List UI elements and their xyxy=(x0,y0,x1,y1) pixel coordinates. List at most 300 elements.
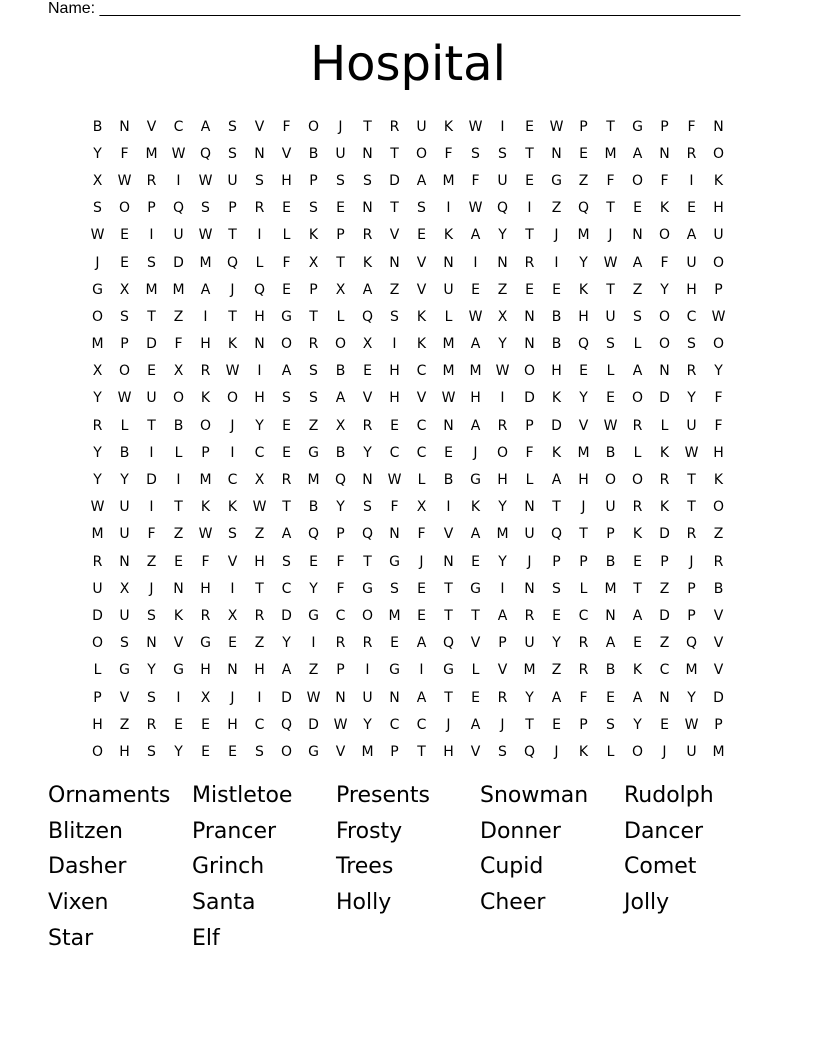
grid-letter: E xyxy=(363,363,372,380)
grid-letter: E xyxy=(552,281,561,298)
grid-letter: J xyxy=(230,281,235,298)
grid-letter: C xyxy=(686,308,697,325)
grid-letter: J xyxy=(554,743,559,760)
grid-letter: P xyxy=(336,662,345,679)
grid-letter: W xyxy=(198,526,213,543)
word-search-grid xyxy=(84,113,732,766)
grid-letter: I xyxy=(419,662,424,679)
grid-letter: N xyxy=(659,689,670,706)
grid-letter: Z xyxy=(389,281,400,298)
grid-letter: U xyxy=(524,526,535,543)
grid-letter: R xyxy=(578,662,589,679)
grid-letter: S xyxy=(147,743,156,760)
grid-letter: N xyxy=(443,417,454,434)
grid-letter: M xyxy=(442,172,455,189)
grid-letter: T xyxy=(687,499,696,516)
grid-letter: I xyxy=(500,390,505,407)
grid-letter: V xyxy=(389,227,400,244)
grid-letter: D xyxy=(281,607,292,624)
grid-letter: F xyxy=(471,172,480,189)
grid-letter: M xyxy=(145,145,158,162)
grid-letter: E xyxy=(633,553,642,570)
grid-letter: S xyxy=(309,200,318,217)
grid-letter: E xyxy=(525,118,534,135)
grid-letter: S xyxy=(498,145,507,162)
grid-letter: S xyxy=(282,553,291,570)
grid-letter: I xyxy=(149,227,154,244)
grid-letter: H xyxy=(713,444,724,461)
grid-letter: C xyxy=(416,716,427,733)
grid-letter: Y xyxy=(147,662,156,679)
grid-letter: X xyxy=(335,417,346,434)
grid-letter: L xyxy=(93,662,102,679)
grid-letter: Y xyxy=(498,336,507,353)
grid-letter: O xyxy=(712,254,725,271)
grid-letter: I xyxy=(176,472,181,489)
grid-letter: E xyxy=(174,553,183,570)
grid-letter: O xyxy=(604,472,617,489)
grid-letter: D xyxy=(308,716,319,733)
grid-letter: Q xyxy=(523,743,536,760)
grid-letter: Z xyxy=(254,526,265,543)
grid-letter: U xyxy=(686,417,697,434)
grid-letter: S xyxy=(93,200,102,217)
grid-letter: I xyxy=(554,254,559,271)
grid-letter: Y xyxy=(660,281,669,298)
grid-letter: I xyxy=(446,200,451,217)
grid-letter: K xyxy=(578,743,589,760)
grid-letter: L xyxy=(633,336,642,353)
grid-letter: F xyxy=(687,118,696,135)
word-bank-item: Vixen xyxy=(48,890,109,916)
grid-letter: A xyxy=(686,227,697,244)
grid-letter: D xyxy=(524,390,535,407)
grid-letter: T xyxy=(363,553,372,570)
grid-letter: L xyxy=(255,254,264,271)
grid-letter: F xyxy=(282,254,291,271)
grid-letter: T xyxy=(336,254,345,271)
grid-letter: R xyxy=(335,635,346,652)
grid-letter: N xyxy=(497,254,508,271)
grid-letter: Z xyxy=(173,308,184,325)
grid-letter: Q xyxy=(334,472,347,489)
grid-letter: T xyxy=(579,526,588,543)
grid-letter: N xyxy=(173,580,184,597)
grid-letter: I xyxy=(365,662,370,679)
grid-letter: X xyxy=(308,254,319,271)
grid-letter: M xyxy=(199,472,212,489)
grid-letter: G xyxy=(281,308,292,325)
grid-letter: Q xyxy=(172,200,185,217)
grid-letter: N xyxy=(605,607,616,624)
grid-letter: J xyxy=(230,689,235,706)
grid-letter: N xyxy=(524,336,535,353)
grid-letter: S xyxy=(120,308,129,325)
grid-letter: N xyxy=(389,526,400,543)
grid-letter: G xyxy=(389,662,400,679)
grid-letter: A xyxy=(281,662,292,679)
grid-letter: K xyxy=(659,200,670,217)
grid-letter: Y xyxy=(120,472,129,489)
grid-letter: E xyxy=(282,200,291,217)
grid-letter: A xyxy=(470,526,481,543)
grid-letter: M xyxy=(712,743,725,760)
grid-letter: S xyxy=(552,580,561,597)
grid-letter: X xyxy=(119,281,130,298)
grid-letter: I xyxy=(176,172,181,189)
grid-letter: A xyxy=(470,227,481,244)
grid-letter: U xyxy=(227,172,238,189)
grid-letter: O xyxy=(658,227,671,244)
grid-letter: G xyxy=(92,281,103,298)
grid-letter: R xyxy=(281,472,292,489)
grid-letter: C xyxy=(416,444,427,461)
grid-letter: B xyxy=(308,499,319,516)
grid-letter: Q xyxy=(442,635,455,652)
grid-letter: A xyxy=(281,526,292,543)
grid-letter: R xyxy=(254,200,265,217)
grid-letter: Z xyxy=(173,526,184,543)
grid-letter: E xyxy=(606,689,615,706)
grid-letter: Y xyxy=(687,390,696,407)
grid-letter: L xyxy=(579,580,588,597)
grid-letter: P xyxy=(714,281,723,298)
grid-letter: W xyxy=(117,172,132,189)
grid-letter: K xyxy=(713,472,724,489)
grid-letter: G xyxy=(632,118,643,135)
grid-letter: Y xyxy=(309,580,318,597)
grid-letter: K xyxy=(632,662,643,679)
grid-letter: F xyxy=(282,118,291,135)
grid-letter: A xyxy=(416,635,427,652)
grid-letter: T xyxy=(147,308,156,325)
grid-letter: A xyxy=(362,281,373,298)
grid-letter: I xyxy=(500,580,505,597)
grid-letter: R xyxy=(362,227,373,244)
grid-letter: H xyxy=(254,662,265,679)
grid-letter: T xyxy=(147,417,156,434)
word-bank-item: Star xyxy=(48,925,94,951)
grid-letter: W xyxy=(603,254,618,271)
grid-letter: B xyxy=(119,444,130,461)
grid-letter: S xyxy=(282,390,291,407)
grid-letter: E xyxy=(201,716,210,733)
grid-letter: Q xyxy=(199,145,212,162)
grid-letter: U xyxy=(605,308,616,325)
grid-letter: U xyxy=(686,254,697,271)
grid-letter: S xyxy=(390,308,399,325)
grid-letter: R xyxy=(389,118,400,135)
grid-letter: E xyxy=(471,553,480,570)
grid-letter: Y xyxy=(93,145,102,162)
grid-letter: B xyxy=(713,580,724,597)
grid-letter: U xyxy=(605,499,616,516)
grid-letter: R xyxy=(362,635,373,652)
grid-letter: P xyxy=(336,227,345,244)
grid-letter: E xyxy=(201,743,210,760)
grid-letter: D xyxy=(281,689,292,706)
grid-letter: E xyxy=(417,607,426,624)
grid-letter: N xyxy=(362,472,373,489)
grid-letter: T xyxy=(228,227,237,244)
grid-letter: A xyxy=(605,635,616,652)
grid-letter: J xyxy=(338,118,343,135)
grid-letter: U xyxy=(686,743,697,760)
grid-letter: W xyxy=(252,499,267,516)
grid-letter: S xyxy=(606,716,615,733)
grid-letter: T xyxy=(444,607,453,624)
grid-letter: K xyxy=(578,281,589,298)
word-bank-item: Santa xyxy=(192,890,256,916)
grid-letter: Z xyxy=(713,526,724,543)
grid-letter: K xyxy=(416,308,427,325)
grid-letter: T xyxy=(228,308,237,325)
grid-letter: S xyxy=(498,743,507,760)
grid-letter: A xyxy=(281,363,292,380)
word-bank-item: Elf xyxy=(192,925,220,951)
grid-letter: S xyxy=(120,635,129,652)
grid-letter: R xyxy=(686,363,697,380)
grid-letter: P xyxy=(579,118,588,135)
grid-letter: A xyxy=(335,390,346,407)
grid-letter: S xyxy=(633,308,642,325)
grid-letter: P xyxy=(552,553,561,570)
grid-letter: F xyxy=(444,145,453,162)
grid-letter: V xyxy=(416,390,427,407)
grid-letter: Q xyxy=(577,200,590,217)
grid-letter: M xyxy=(442,363,455,380)
grid-letter: Y xyxy=(552,635,561,652)
word-bank-item: Presents xyxy=(336,783,431,809)
grid-letter: P xyxy=(687,607,696,624)
grid-letter: W xyxy=(90,227,105,244)
grid-letter: U xyxy=(443,281,454,298)
grid-letter: S xyxy=(471,145,480,162)
grid-letter: T xyxy=(687,472,696,489)
grid-letter: O xyxy=(712,145,725,162)
grid-letter: P xyxy=(660,118,669,135)
grid-letter: U xyxy=(119,499,130,516)
grid-letter: S xyxy=(309,390,318,407)
grid-letter: F xyxy=(390,499,399,516)
word-bank-item: Cheer xyxy=(480,890,546,916)
grid-letter: P xyxy=(93,689,102,706)
grid-letter: W xyxy=(684,444,699,461)
grid-letter: T xyxy=(471,607,480,624)
grid-letter: M xyxy=(91,526,104,543)
grid-letter: U xyxy=(92,580,103,597)
grid-letter: A xyxy=(632,254,643,271)
grid-letter: P xyxy=(147,200,156,217)
grid-letter: O xyxy=(280,743,293,760)
grid-letter: Y xyxy=(93,472,102,489)
grid-letter: B xyxy=(335,363,346,380)
grid-letter: N xyxy=(227,662,238,679)
grid-letter: O xyxy=(712,336,725,353)
grid-letter: H xyxy=(443,743,454,760)
grid-letter: O xyxy=(712,499,725,516)
grid-letter: E xyxy=(174,716,183,733)
grid-letter: Y xyxy=(93,390,102,407)
grid-letter: R xyxy=(146,172,157,189)
grid-letter: P xyxy=(714,716,723,733)
grid-letter: E xyxy=(282,417,291,434)
grid-letter: G xyxy=(308,607,319,624)
grid-letter: D xyxy=(173,254,184,271)
grid-letter: V xyxy=(416,281,427,298)
grid-letter: J xyxy=(230,417,235,434)
grid-letter: W xyxy=(711,308,726,325)
grid-letter: I xyxy=(149,499,154,516)
grid-letter: T xyxy=(552,499,561,516)
grid-letter: Q xyxy=(253,281,266,298)
grid-letter: S xyxy=(336,172,345,189)
grid-letter: O xyxy=(361,607,374,624)
word-bank-item: Mistletoe xyxy=(192,783,293,809)
grid-letter: L xyxy=(660,417,669,434)
grid-letter: O xyxy=(631,743,644,760)
grid-letter: T xyxy=(390,200,399,217)
grid-letter: C xyxy=(254,444,265,461)
grid-letter: E xyxy=(552,716,561,733)
grid-letter: I xyxy=(500,118,505,135)
grid-letter: V xyxy=(254,118,265,135)
grid-letter: Y xyxy=(255,417,264,434)
grid-letter: K xyxy=(551,444,562,461)
grid-letter: N xyxy=(119,553,130,570)
grid-letter: Z xyxy=(659,635,670,652)
grid-letter: M xyxy=(523,662,536,679)
word-bank-item: Comet xyxy=(624,854,697,880)
grid-letter: X xyxy=(173,363,184,380)
grid-letter: C xyxy=(389,444,400,461)
grid-letter: R xyxy=(92,553,103,570)
grid-letter: D xyxy=(146,336,157,353)
grid-letter: V xyxy=(470,743,481,760)
grid-letter: S xyxy=(363,499,372,516)
grid-letter: O xyxy=(658,308,671,325)
word-bank-item: Grinch xyxy=(192,854,265,880)
grid-letter: J xyxy=(581,499,586,516)
word-bank-item: Frosty xyxy=(336,818,403,844)
grid-letter: X xyxy=(416,499,427,516)
grid-letter: T xyxy=(606,118,615,135)
grid-letter: R xyxy=(632,417,643,434)
grid-letter: H xyxy=(713,200,724,217)
grid-letter: V xyxy=(416,254,427,271)
grid-letter: P xyxy=(579,553,588,570)
grid-letter: E xyxy=(606,390,615,407)
grid-letter: S xyxy=(417,200,426,217)
grid-letter: S xyxy=(147,254,156,271)
grid-letter: F xyxy=(201,553,210,570)
grid-letter: W xyxy=(495,363,510,380)
grid-letter: I xyxy=(689,172,694,189)
grid-letter: E xyxy=(120,254,129,271)
grid-letter: X xyxy=(254,472,265,489)
grid-letter: A xyxy=(470,336,481,353)
grid-letter: O xyxy=(226,390,239,407)
grid-letter: K xyxy=(632,526,643,543)
grid-letter: G xyxy=(551,172,562,189)
grid-letter: B xyxy=(335,444,346,461)
grid-letter: R xyxy=(578,635,589,652)
grid-letter: H xyxy=(254,390,265,407)
grid-letter: I xyxy=(230,444,235,461)
grid-letter: C xyxy=(416,417,427,434)
grid-letter: E xyxy=(525,172,534,189)
grid-letter: N xyxy=(524,499,535,516)
name-field-label: Name: ________________________________________________________________________ xyxy=(48,0,741,17)
grid-letter: F xyxy=(120,145,129,162)
grid-letter: H xyxy=(551,363,562,380)
grid-letter: O xyxy=(172,390,185,407)
grid-letter: C xyxy=(254,716,265,733)
grid-letter: W xyxy=(306,689,321,706)
grid-letter: I xyxy=(203,308,208,325)
grid-letter: D xyxy=(713,689,724,706)
grid-letter: G xyxy=(119,662,130,679)
grid-letter: T xyxy=(282,499,291,516)
grid-letter: E xyxy=(282,444,291,461)
grid-letter: M xyxy=(685,662,698,679)
word-bank-item: Blitzen xyxy=(48,818,123,844)
grid-letter: B xyxy=(551,308,562,325)
grid-letter: C xyxy=(416,363,427,380)
grid-letter: J xyxy=(527,553,532,570)
grid-letter: E xyxy=(417,227,426,244)
grid-letter: R xyxy=(200,363,211,380)
grid-letter: E xyxy=(687,200,696,217)
grid-letter: N xyxy=(524,308,535,325)
grid-letter: W xyxy=(441,390,456,407)
grid-letter: V xyxy=(281,145,292,162)
grid-letter: N xyxy=(119,118,130,135)
grid-letter: V xyxy=(497,662,508,679)
grid-letter: P xyxy=(336,526,345,543)
grid-letter: K xyxy=(200,499,211,516)
grid-letter: G xyxy=(200,635,211,652)
word-bank-item: Trees xyxy=(336,854,394,880)
grid-letter: K xyxy=(470,499,481,516)
grid-letter: Q xyxy=(307,526,320,543)
grid-letter: N xyxy=(362,145,373,162)
grid-letter: T xyxy=(444,580,453,597)
grid-letter: E xyxy=(228,635,237,652)
grid-letter: M xyxy=(469,363,482,380)
grid-letter: E xyxy=(120,227,129,244)
grid-letter: K xyxy=(173,607,184,624)
grid-letter: R xyxy=(713,553,724,570)
grid-letter: O xyxy=(631,172,644,189)
word-bank-item: Dancer xyxy=(624,818,704,844)
grid-letter: L xyxy=(606,363,615,380)
grid-letter: O xyxy=(118,200,131,217)
grid-letter: E xyxy=(552,607,561,624)
grid-letter: L xyxy=(525,472,534,489)
grid-letter: R xyxy=(92,417,103,434)
grid-letter: E xyxy=(390,635,399,652)
grid-letter: I xyxy=(257,363,262,380)
grid-letter: H xyxy=(578,308,589,325)
grid-letter: N xyxy=(632,227,643,244)
grid-letter: E xyxy=(390,417,399,434)
grid-letter: S xyxy=(390,580,399,597)
grid-letter: F xyxy=(417,526,426,543)
grid-letter: X xyxy=(227,607,238,624)
grid-letter: U xyxy=(713,227,724,244)
grid-letter: Q xyxy=(361,526,374,543)
